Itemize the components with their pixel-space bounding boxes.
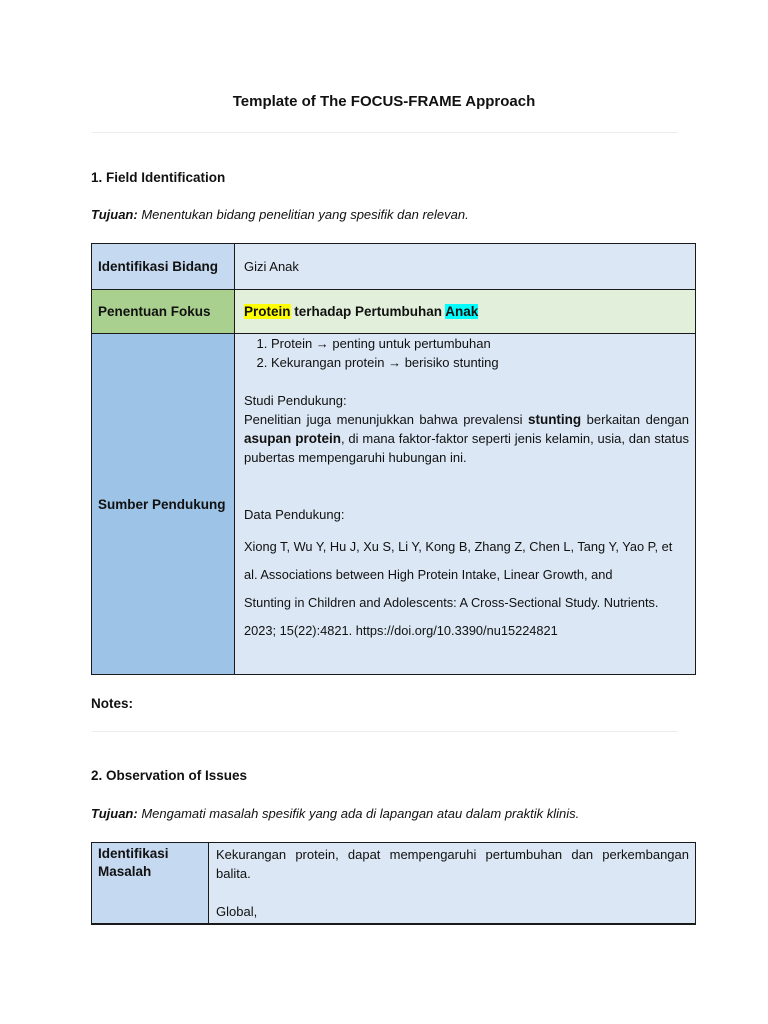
sumber-label: Sumber Pendukung xyxy=(92,334,235,675)
studi-text: Penelitian juga menunjukkan bahwa prevalensi xyxy=(244,412,528,427)
reference-line: Xiong T, Wu Y, Hu J, Xu S, Li Y, Kong B, Zhang Z, Chen L, Tang Y, Yao P, et xyxy=(244,539,673,554)
table-row-masalah xyxy=(92,843,696,925)
points-list xyxy=(244,334,689,372)
fokus-label: Penentuan Fokus xyxy=(92,290,235,334)
tujuan-text: Mengamati masalah spesifik yang ada di lapangan atau dalam praktik klinis. xyxy=(137,806,580,821)
table-row-sumber xyxy=(92,334,696,675)
studi-body xyxy=(244,410,689,467)
fokus-highlight-protein: Protein xyxy=(244,304,291,319)
reference-line: 2023; 15(22):4821. https://doi.org/10.3390/nu15224821 xyxy=(244,623,558,638)
bidang-label: Identifikasi Bidang xyxy=(92,244,235,290)
masalah-value[interactable] xyxy=(209,843,696,925)
studi-text: berkaitan dengan xyxy=(581,412,689,427)
table-row-bidang xyxy=(92,244,696,290)
fokus-highlight-anak: Anak xyxy=(445,304,479,319)
tujuan-label: Tujuan: xyxy=(91,207,138,222)
bidang-value[interactable]: Gizi Anak xyxy=(235,244,696,290)
studi-bold-asupan: asupan protein xyxy=(244,431,341,446)
table-row-fokus xyxy=(92,290,696,334)
list-item: 1. Protein → penting untuk pertumbuhan xyxy=(271,334,689,353)
sumber-value[interactable] xyxy=(235,334,696,675)
tujuan-field-identification xyxy=(91,207,469,222)
tujuan-label: Tujuan: xyxy=(91,806,138,821)
reference xyxy=(244,533,689,645)
reference-line: Stunting in Children and Adolescents: A Cross-Sectional Study. Nutrients. xyxy=(244,595,659,610)
studi-title: Studi Pendukung: xyxy=(244,393,347,408)
notes-label: Notes: xyxy=(91,696,134,711)
section-heading-field-identification: 1. Field Identification xyxy=(91,170,226,185)
data-title: Data Pendukung: xyxy=(244,507,345,522)
fokus-value[interactable] xyxy=(235,290,696,334)
fokus-text: terhadap Pertumbuhan xyxy=(290,304,446,319)
tujuan-observation xyxy=(91,806,579,821)
studi-text: , di mana faktor-faktor seperti jenis kelamin, usia, dan status pubertas mempengaruhi hubungan ini. xyxy=(244,431,690,465)
section-heading-observation: 2. Observation of Issues xyxy=(91,768,248,783)
studi-bold-stunting: stunting xyxy=(527,412,582,427)
masalah-text: Kekurangan protein, dapat mempengaruhi pertumbuhan dan perkembangan balita. xyxy=(216,847,689,881)
masalah-label: Identifikasi Masalah xyxy=(92,843,209,925)
masalah-global: Global, xyxy=(216,904,258,919)
divider xyxy=(92,132,678,133)
list-item: 2. Kekurangan protein → berisiko stunting xyxy=(271,353,689,372)
field-identification-table xyxy=(91,243,696,675)
reference-line: al. Associations between High Protein Intake, Linear Growth, and xyxy=(244,567,613,582)
tujuan-text: Menentukan bidang penelitian yang spesifik dan relevan. xyxy=(137,207,469,222)
observation-table xyxy=(91,842,696,925)
page-title: Template of The FOCUS-FRAME Approach xyxy=(232,93,536,110)
divider xyxy=(92,731,678,732)
